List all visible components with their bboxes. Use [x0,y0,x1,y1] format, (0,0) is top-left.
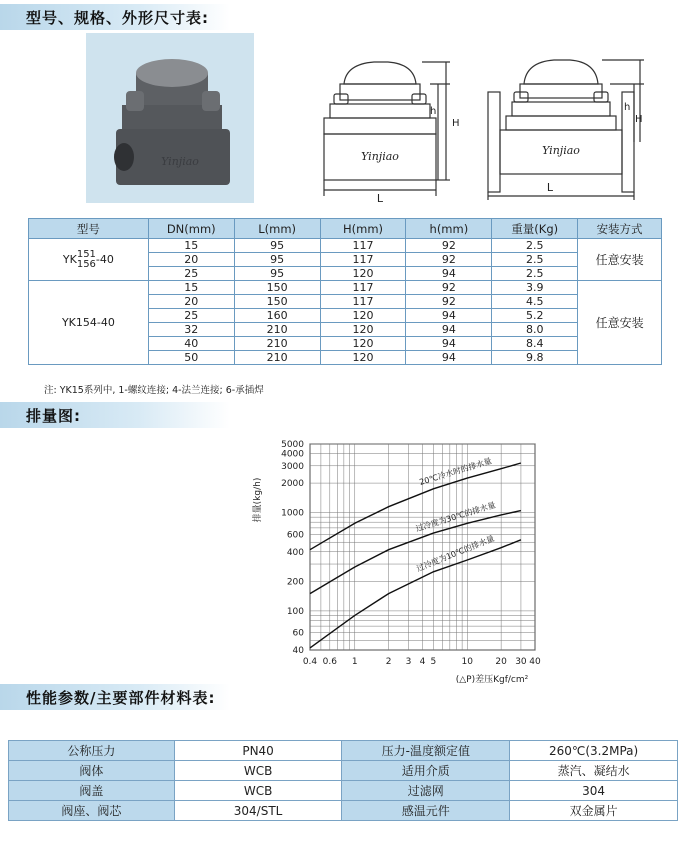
y-tick-label: 60 [292,628,304,639]
table-row [29,239,662,253]
cell-H: 120 [320,267,406,281]
model-suffix: -40 [95,252,114,266]
x-tick-label: 0.4 [302,657,318,667]
cell-l: 150 [234,295,320,309]
cell-dn: 20 [148,295,234,309]
cell-h: 92 [406,239,492,253]
drawing2-dim-H: H [635,114,643,125]
table-row [9,781,678,801]
cell-l: 210 [234,323,320,337]
y-tick-label: 40 [292,646,304,656]
material-key: 感温元件 [342,801,510,821]
drawing1-dim-H: H [452,118,460,129]
material-value: 260℃(3.2MPa) [510,741,678,761]
drawing1-dim-h: h [430,106,437,117]
cell-H: 117 [320,281,406,295]
cell-dn: 32 [148,323,234,337]
spec-note: 注: YK15系列中, 1-螺纹连接; 4-法兰连接; 6-承插焊 [44,385,264,396]
cell-h: 94 [406,267,492,281]
series-label: 过冷度为30℃的排水量 [414,500,497,534]
series-label: 过冷度为10℃的排水量 [415,533,496,574]
y-tick-label: 200 [286,577,304,588]
material-key: 阀座、阀芯 [9,801,175,821]
x-tick-label: 5 [430,657,437,667]
material-key: 适用介质 [342,761,510,781]
material-table [8,740,678,821]
spec-header-cell: 安装方式 [578,219,662,239]
spec-header-cell: 重量(Kg) [492,219,578,239]
model-sup: 151 [76,248,96,260]
y-tick-label: 4000 [281,449,304,460]
y-tick-label: 100 [286,606,304,617]
cell-dn: 25 [148,309,234,323]
material-key: 阀体 [9,761,175,781]
material-key: 阀盖 [9,781,175,801]
cell-weight: 5.2 [492,309,578,323]
section-header-flow-chart [0,402,230,428]
cell-l: 160 [234,309,320,323]
y-tick-label: 3000 [281,461,304,472]
cell-H: 117 [320,239,406,253]
cell-dn: 15 [148,239,234,253]
x-tick-label: 3 [405,657,412,667]
install-cell: 任意安装 [578,239,662,281]
table-row [29,281,662,295]
cell-l: 210 [234,351,320,365]
cell-h: 92 [406,281,492,295]
y-tick-label: 5000 [281,440,304,450]
drawing2-dim-L: L [546,181,554,194]
cell-l: 210 [234,337,320,351]
material-value: WCB [174,781,342,801]
series-line [310,540,521,648]
cell-l: 95 [234,267,320,281]
model-cell-yk154: YK154-40 [29,281,149,365]
drawing2-brand: Yinjiao [542,144,580,157]
section-title-materials: 性能参数/主要部件材料表: [26,689,216,707]
dimension-drawing-threaded [318,54,460,205]
x-tick-label: 4 [419,657,426,667]
x-tick-label: 10 [461,657,473,667]
material-value: WCB [174,761,342,781]
material-value: 304 [510,781,678,801]
table-row [9,801,678,821]
spec-header-row [29,219,662,239]
cell-dn: 40 [148,337,234,351]
chart-y-label: 排量(kg/h) [253,477,263,523]
cell-H: 120 [320,323,406,337]
material-value: PN40 [174,741,342,761]
spec-table [28,218,662,365]
cell-h: 92 [406,295,492,309]
flow-chart [230,430,570,692]
cell-weight: 8.0 [492,323,578,337]
cell-weight: 2.5 [492,253,578,267]
material-value: 双金属片 [510,801,678,821]
cell-l: 95 [234,239,320,253]
cell-H: 117 [320,295,406,309]
cell-H: 117 [320,253,406,267]
cell-dn: 50 [148,351,234,365]
cell-h: 94 [406,323,492,337]
section-header-materials [0,684,230,710]
cell-dn: 20 [148,253,234,267]
cell-H: 120 [320,337,406,351]
dimension-drawing-flanged [484,52,644,202]
cell-weight: 9.8 [492,351,578,365]
section-title-flow-chart: 排量图: [26,407,81,425]
spec-header-cell: h(mm) [406,219,492,239]
cell-weight: 4.5 [492,295,578,309]
product-photo [86,33,254,203]
x-tick-label: 1 [351,657,358,667]
cell-h: 94 [406,351,492,365]
spec-header-cell: H(mm) [320,219,406,239]
material-value: 蒸汽、凝结水 [510,761,678,781]
cell-h: 94 [406,337,492,351]
cell-weight: 8.4 [492,337,578,351]
table-row [9,741,678,761]
spec-header-cell: 型号 [29,219,149,239]
material-key: 过滤网 [342,781,510,801]
y-tick-label: 600 [286,530,304,541]
chart-x-label: (△P)差压Kgf/cm² [455,675,529,685]
drawing1-dim-L: L [376,192,384,205]
cell-h: 94 [406,309,492,323]
spec-header-cell: DN(mm) [148,219,234,239]
y-tick-label: 2000 [281,479,304,490]
x-tick-label: 2 [385,657,392,667]
cell-h: 92 [406,253,492,267]
cell-weight: 2.5 [492,267,578,281]
x-tick-label: 30 [515,657,527,667]
material-key: 公称压力 [9,741,175,761]
cell-weight: 3.9 [492,281,578,295]
model-prefix: YK [62,252,77,266]
cell-l: 150 [234,281,320,295]
x-tick-label: 0.6 [322,657,337,667]
cell-dn: 15 [148,281,234,295]
spec-header-cell: L(mm) [234,219,320,239]
cell-H: 120 [320,351,406,365]
cell-weight: 2.5 [492,239,578,253]
model-cell-yk151-156 [29,239,149,281]
cell-l: 95 [234,253,320,267]
material-key: 压力-温度额定值 [342,741,510,761]
table-row [9,761,678,781]
x-tick-label: 20 [495,657,507,667]
drawing2-dim-h: h [624,102,631,113]
x-tick-label: 40 [529,657,541,667]
series-label: 20℃冷水时的排水量 [418,456,493,487]
y-tick-label: 400 [286,547,304,558]
drawing1-brand: Yinjiao [361,150,399,163]
install-cell: 任意安装 [578,281,662,365]
section-header-spec [0,4,230,30]
model-sub: 156 [76,258,96,270]
cell-dn: 25 [148,267,234,281]
cell-H: 120 [320,309,406,323]
y-tick-label: 1000 [281,508,304,519]
material-value: 304/STL [174,801,342,821]
section-title-spec: 型号、规格、外形尺寸表: [26,9,209,27]
brand-emboss: Yinjiao [161,155,199,168]
